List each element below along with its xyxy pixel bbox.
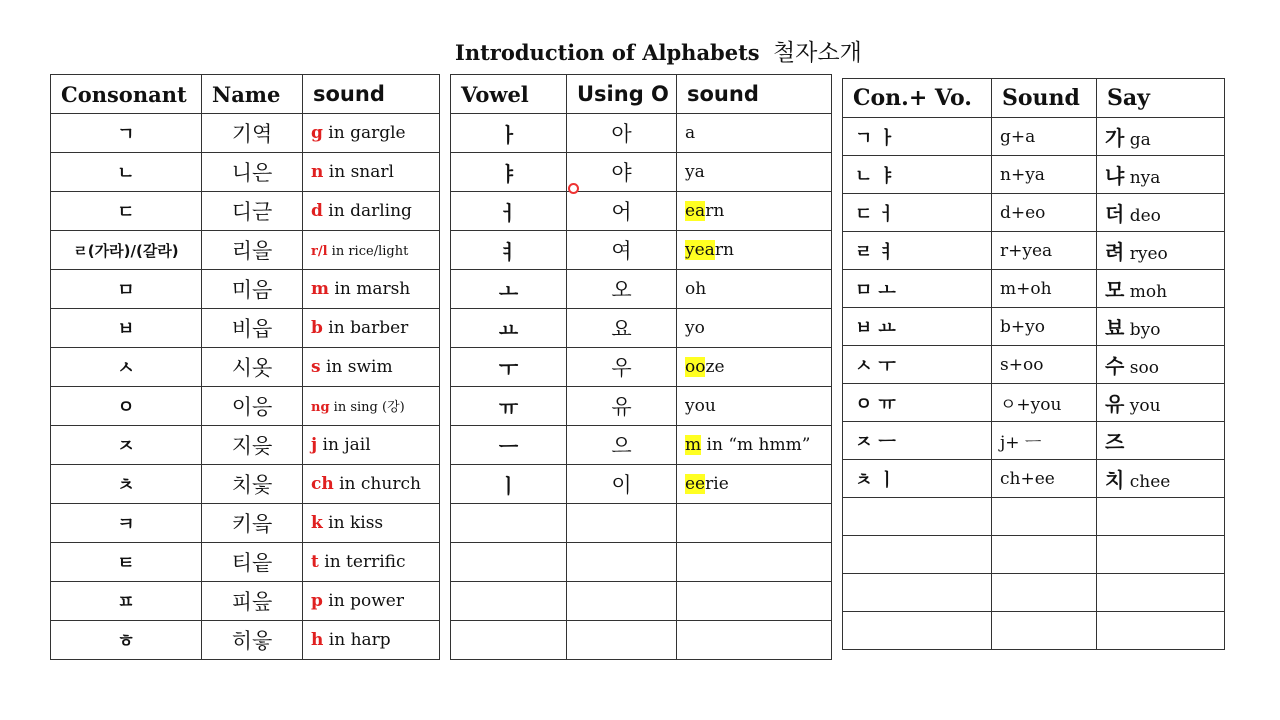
consonant-row (51, 348, 440, 387)
vowel-with-o: 유 (567, 387, 677, 426)
say-romanized: ga (1124, 130, 1151, 150)
vowel-row (451, 192, 832, 231)
combination-sound: n+ya (992, 156, 1097, 194)
combination-sound: ch+ee (992, 460, 1097, 498)
sound-example: in kiss (322, 513, 384, 533)
empty-cell (677, 582, 832, 621)
consonant-name: 이응 (202, 387, 303, 426)
highlighted-sound: yea (685, 240, 715, 260)
combination-row (843, 346, 1225, 384)
say-romanized: ryeo (1124, 244, 1168, 264)
consonant-letter: ㄱ (51, 114, 202, 153)
combination-say (1097, 346, 1225, 384)
combination-header-row (843, 79, 1225, 118)
say-romanized: chee (1124, 472, 1171, 492)
vowel-with-o: 어 (567, 192, 677, 231)
header-consonant: Consonant (51, 75, 202, 114)
consonant-sound (303, 504, 440, 543)
highlighted-sound: m (685, 435, 702, 455)
consonant-letter: ㅍ (51, 582, 202, 621)
combination-row (843, 118, 1225, 156)
consonant-name: 키읔 (202, 504, 303, 543)
sound-key-letter: n (311, 162, 324, 182)
sound-example: in power (322, 591, 404, 611)
sound-example: in snarl (323, 162, 394, 182)
say-romanized: deo (1124, 206, 1161, 226)
consonant-name: 피읖 (202, 582, 303, 621)
consonant-row (51, 426, 440, 465)
consonant-sound (303, 621, 440, 660)
combination-sound: ㅇ+you (992, 384, 1097, 422)
sound-example: in barber (322, 318, 409, 338)
vowel-with-o: 여 (567, 231, 677, 270)
combination-sound: b+yo (992, 308, 1097, 346)
consonant-sound (303, 270, 440, 309)
sound-example: in swim (320, 357, 393, 377)
vowel-row (451, 309, 832, 348)
sound-key-letter: s (311, 357, 321, 377)
vowel-sound (677, 465, 832, 504)
say-syllable: 유 (1105, 392, 1125, 416)
vowel-row (451, 114, 832, 153)
empty-cell (843, 574, 992, 612)
combination-letters: ㅁㅗ (843, 270, 992, 308)
combination-row (843, 194, 1225, 232)
consonant-name: 미음 (202, 270, 303, 309)
vowel-letter: ㅡ (451, 426, 567, 465)
combination-letters: ㅇㅠ (843, 384, 992, 422)
combination-sound: m+oh (992, 270, 1097, 308)
consonant-row (51, 114, 440, 153)
sound-text: a (685, 123, 696, 143)
empty-row (843, 498, 1225, 536)
combination-say (1097, 422, 1225, 460)
combination-say (1097, 308, 1225, 346)
consonant-sound (303, 582, 440, 621)
combination-sound: d+eo (992, 194, 1097, 232)
sound-text: oh (685, 279, 707, 299)
combination-row (843, 384, 1225, 422)
consonant-name: 디귿 (202, 192, 303, 231)
say-romanized: moh (1124, 282, 1168, 302)
combination-say (1097, 232, 1225, 270)
empty-cell (567, 621, 677, 660)
empty-cell (992, 574, 1097, 612)
sound-text: ze (705, 357, 725, 377)
vowel-with-o: 이 (567, 465, 677, 504)
combination-letters: ㄷㅓ (843, 194, 992, 232)
vowel-sound (677, 270, 832, 309)
consonant-sound (303, 465, 440, 504)
vowel-sound (677, 387, 832, 426)
consonant-name: 기역 (202, 114, 303, 153)
vowel-row (451, 426, 832, 465)
vowel-header-row (451, 75, 832, 114)
sound-text: ya (685, 162, 705, 182)
consonant-sound (303, 153, 440, 192)
header-con-vo: Con.+ Vo. (843, 79, 992, 118)
vowel-letter: ㅓ (451, 192, 567, 231)
vowel-row (451, 465, 832, 504)
header-vowel-sound: sound (677, 75, 832, 114)
empty-cell (677, 621, 832, 660)
sound-key-letter: h (311, 630, 324, 650)
consonant-name: 지읒 (202, 426, 303, 465)
consonant-sound (303, 192, 440, 231)
cursor-indicator (568, 183, 579, 194)
empty-cell (451, 543, 567, 582)
sound-text: rn (714, 240, 734, 260)
empty-cell (451, 504, 567, 543)
consonant-table (50, 74, 440, 660)
sound-example: in church (333, 474, 421, 494)
consonant-letter: ㅂ (51, 309, 202, 348)
consonant-row (51, 543, 440, 582)
combination-letters: ㅈㅡ (843, 422, 992, 460)
sound-key-letter: j (311, 435, 318, 455)
sound-key-letter: ng (311, 400, 330, 415)
consonant-letter: ㅌ (51, 543, 202, 582)
combination-letters: ㅊㅣ (843, 460, 992, 498)
header-sound: sound (303, 75, 440, 114)
consonant-letter: ㄹ(가라)/(갈라) (51, 231, 202, 270)
consonant-name: 니은 (202, 153, 303, 192)
sound-key-letter: k (311, 513, 323, 533)
sound-text: yo (685, 318, 705, 338)
vowel-row (451, 270, 832, 309)
sound-key-letter: b (311, 318, 323, 338)
vowel-table (450, 74, 832, 660)
say-romanized: soo (1124, 358, 1159, 378)
vowel-with-o: 야 (567, 153, 677, 192)
say-syllable: 가 (1105, 126, 1125, 150)
sound-text: rn (705, 201, 725, 221)
empty-cell (843, 536, 992, 574)
vowel-letter: ㅛ (451, 309, 567, 348)
consonant-row (51, 465, 440, 504)
vowel-with-o: 오 (567, 270, 677, 309)
vowel-sound (677, 426, 832, 465)
sound-text: you (685, 396, 716, 416)
empty-cell (843, 498, 992, 536)
highlighted-sound: ee (685, 474, 706, 494)
vowel-row (451, 153, 832, 192)
empty-cell (451, 582, 567, 621)
consonant-row (51, 387, 440, 426)
combination-say (1097, 118, 1225, 156)
sound-key-letter: g (311, 123, 323, 143)
combination-letters: ㅂㅛ (843, 308, 992, 346)
combination-row (843, 156, 1225, 194)
consonant-row (51, 621, 440, 660)
say-syllable: 수 (1105, 354, 1125, 378)
header-combo-sound: Sound (992, 79, 1097, 118)
consonant-letter: ㄷ (51, 192, 202, 231)
empty-cell (567, 504, 677, 543)
header-say: Say (1097, 79, 1225, 118)
say-syllable: 모 (1105, 278, 1125, 302)
empty-cell (992, 612, 1097, 650)
consonant-name: 치읓 (202, 465, 303, 504)
consonant-row (51, 504, 440, 543)
empty-row (843, 612, 1225, 650)
vowel-letter: ㅜ (451, 348, 567, 387)
empty-cell (843, 612, 992, 650)
say-syllable: 더 (1105, 202, 1125, 226)
empty-row (451, 543, 832, 582)
highlighted-sound: oo (685, 357, 706, 377)
consonant-letter: ㅋ (51, 504, 202, 543)
empty-row (451, 504, 832, 543)
consonant-letter: ㄴ (51, 153, 202, 192)
sound-example: in terrific (318, 552, 406, 572)
empty-cell (677, 543, 832, 582)
empty-row (843, 536, 1225, 574)
consonant-letter: ㅅ (51, 348, 202, 387)
empty-cell (451, 621, 567, 660)
header-vowel: Vowel (451, 75, 567, 114)
sound-example: in marsh (329, 279, 411, 299)
vowel-row (451, 348, 832, 387)
sound-key-letter: d (311, 201, 323, 221)
sound-example: in sing (강) (329, 400, 405, 415)
vowel-letter: ㅕ (451, 231, 567, 270)
empty-row (451, 621, 832, 660)
sound-example: in harp (323, 630, 391, 650)
combination-say (1097, 460, 1225, 498)
combination-row (843, 308, 1225, 346)
vowel-sound (677, 309, 832, 348)
say-romanized: nya (1124, 168, 1161, 188)
title-english: Introduction of Alphabets (455, 40, 760, 65)
vowel-sound (677, 231, 832, 270)
consonant-name: 티읕 (202, 543, 303, 582)
say-syllable: 즈 (1105, 430, 1125, 454)
consonant-row (51, 582, 440, 621)
vowel-row (451, 231, 832, 270)
consonant-letter: ㅁ (51, 270, 202, 309)
sound-key-letter: m (311, 279, 329, 299)
vowel-with-o: 으 (567, 426, 677, 465)
consonant-sound (303, 309, 440, 348)
empty-row (451, 582, 832, 621)
combination-sound: j+ ㅡ (992, 422, 1097, 460)
empty-cell (1097, 612, 1225, 650)
consonant-name: 비읍 (202, 309, 303, 348)
consonant-sound (303, 543, 440, 582)
header-using-o: Using O (567, 75, 677, 114)
consonant-name: 히읗 (202, 621, 303, 660)
sound-text: in “m hmm” (701, 435, 811, 455)
vowel-letter: ㅑ (451, 153, 567, 192)
header-name: Name (202, 75, 303, 114)
combination-row (843, 422, 1225, 460)
vowel-sound (677, 348, 832, 387)
sound-example: in jail (317, 435, 371, 455)
consonant-header-row (51, 75, 440, 114)
vowel-with-o: 우 (567, 348, 677, 387)
consonant-letter: ㅇ (51, 387, 202, 426)
vowel-letter: ㅏ (451, 114, 567, 153)
vowel-letter: ㅗ (451, 270, 567, 309)
combination-sound: g+a (992, 118, 1097, 156)
combination-sound: r+yea (992, 232, 1097, 270)
empty-cell (1097, 498, 1225, 536)
combination-sound: s+oo (992, 346, 1097, 384)
consonant-sound (303, 426, 440, 465)
combination-say (1097, 156, 1225, 194)
vowel-row (451, 387, 832, 426)
empty-cell (677, 504, 832, 543)
consonant-letter: ㅊ (51, 465, 202, 504)
consonant-row (51, 231, 440, 270)
empty-cell (1097, 574, 1225, 612)
consonant-row (51, 153, 440, 192)
say-romanized: byo (1124, 320, 1161, 340)
sound-key-letter: p (311, 591, 323, 611)
sound-text: rie (705, 474, 729, 494)
consonant-sound (303, 348, 440, 387)
sound-key-letter: r/l (311, 244, 328, 259)
combination-say (1097, 194, 1225, 232)
sound-example: in gargle (322, 123, 406, 143)
highlighted-sound: ea (685, 201, 706, 221)
consonant-letter: ㅎ (51, 621, 202, 660)
page-title (455, 34, 862, 67)
sound-key-letter: t (311, 552, 319, 572)
say-syllable: 치 (1105, 468, 1125, 492)
combination-table (842, 78, 1225, 650)
consonant-sound (303, 387, 440, 426)
consonant-name: 리을 (202, 231, 303, 270)
consonant-sound (303, 231, 440, 270)
vowel-with-o: 아 (567, 114, 677, 153)
combination-row (843, 460, 1225, 498)
combination-row (843, 232, 1225, 270)
consonant-name: 시옷 (202, 348, 303, 387)
consonant-letter: ㅈ (51, 426, 202, 465)
combination-letters: ㄱㅏ (843, 118, 992, 156)
sound-example: in rice/light (327, 244, 409, 259)
empty-cell (992, 498, 1097, 536)
consonant-row (51, 270, 440, 309)
combination-say (1097, 270, 1225, 308)
empty-row (843, 574, 1225, 612)
vowel-sound (677, 153, 832, 192)
consonant-sound (303, 114, 440, 153)
empty-cell (1097, 536, 1225, 574)
combination-say (1097, 384, 1225, 422)
say-syllable: 려 (1105, 240, 1125, 264)
combination-row (843, 270, 1225, 308)
combination-letters: ㄴㅑ (843, 156, 992, 194)
consonant-row (51, 192, 440, 231)
consonant-row (51, 309, 440, 348)
vowel-with-o: 요 (567, 309, 677, 348)
vowel-sound (677, 114, 832, 153)
say-syllable: 냐 (1105, 164, 1125, 188)
say-syllable: 뵤 (1105, 316, 1125, 340)
say-romanized: you (1124, 396, 1161, 416)
combination-letters: ㄹㅕ (843, 232, 992, 270)
sound-example: in darling (322, 201, 412, 221)
empty-cell (567, 582, 677, 621)
combination-letters: ㅅㅜ (843, 346, 992, 384)
vowel-sound (677, 192, 832, 231)
empty-cell (992, 536, 1097, 574)
vowel-letter: ㅣ (451, 465, 567, 504)
title-korean: 철자소개 (772, 40, 862, 66)
empty-cell (567, 543, 677, 582)
sound-key-letter: ch (311, 474, 334, 494)
vowel-letter: ㅠ (451, 387, 567, 426)
